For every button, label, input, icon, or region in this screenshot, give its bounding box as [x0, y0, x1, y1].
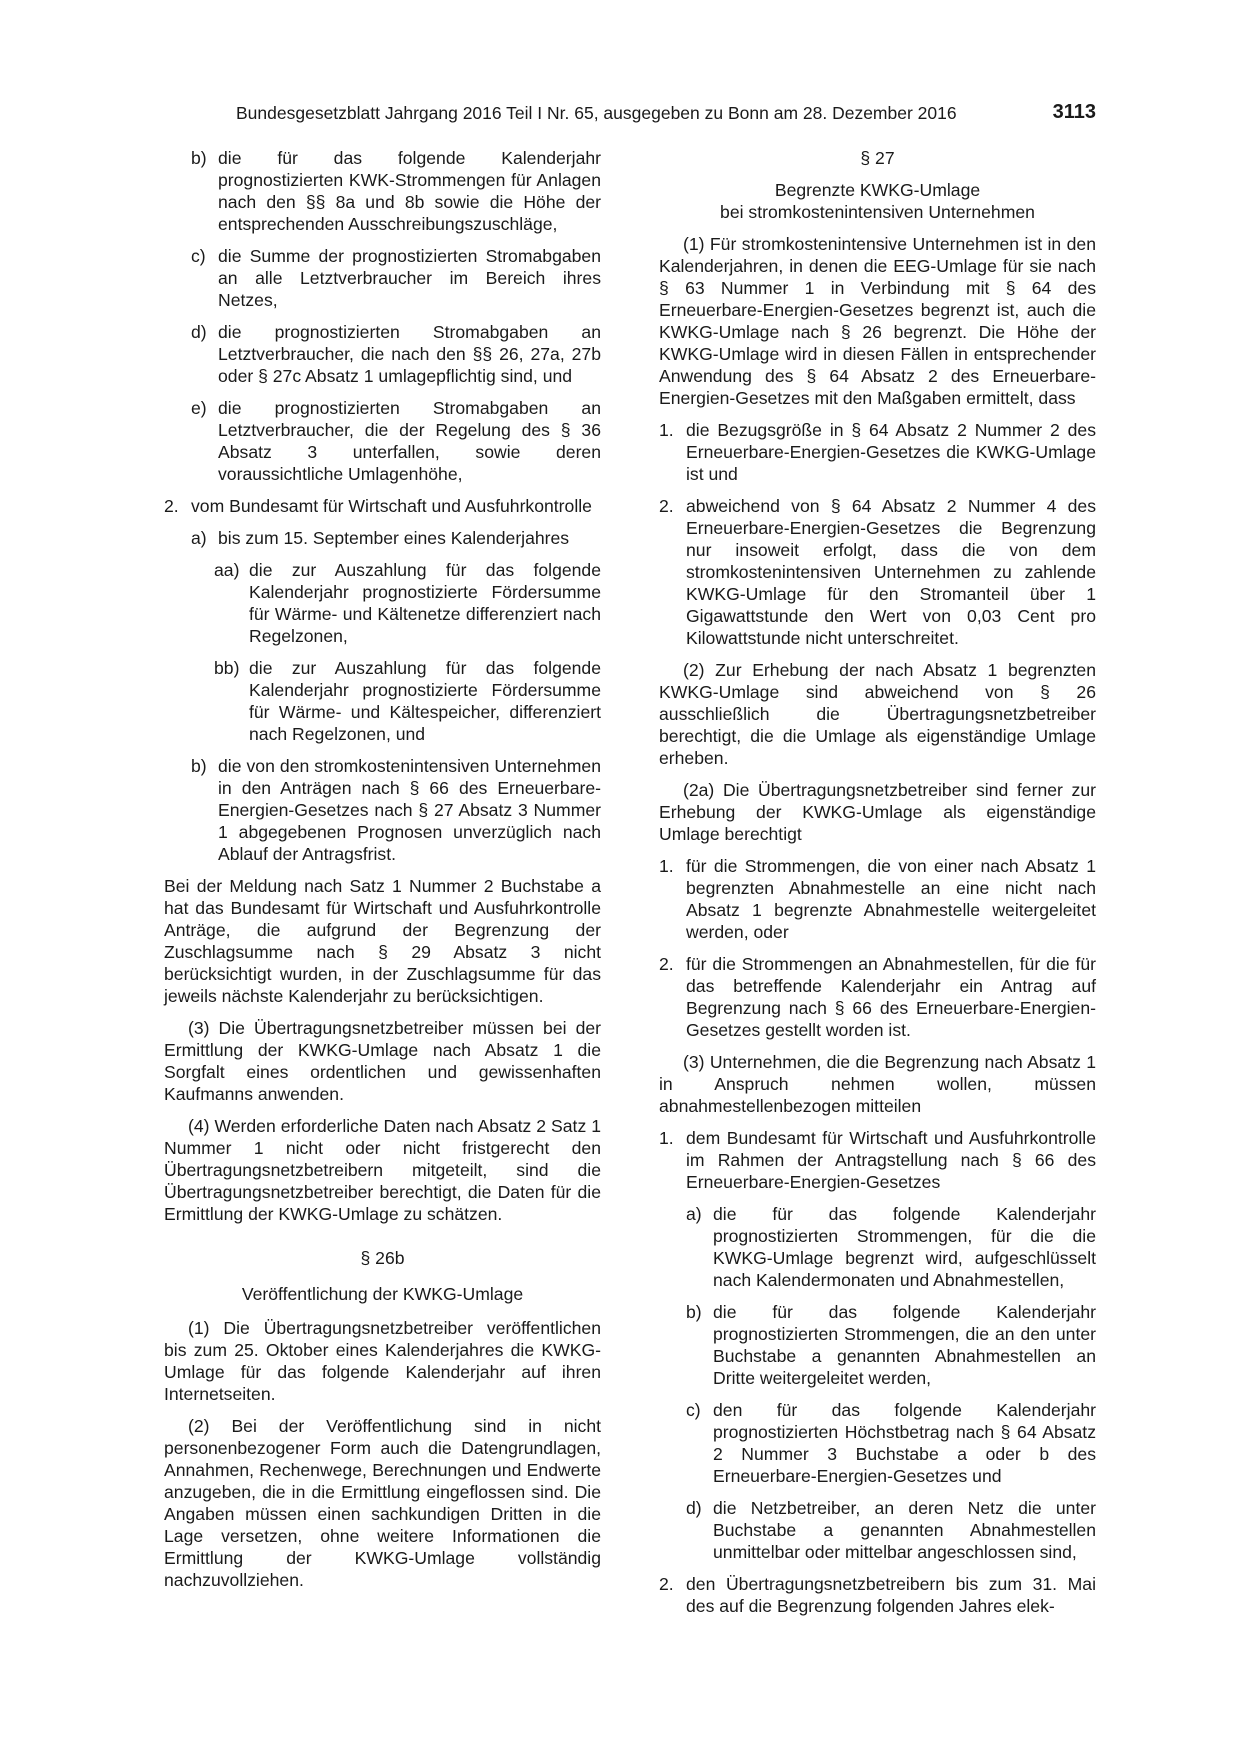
list-item	[659, 855, 1096, 943]
page-header	[236, 100, 1096, 126]
left-column	[164, 147, 601, 1601]
item-label: b)	[191, 756, 207, 776]
item-text: die Bezugsgröße in § 64 Absatz 2 Nummer 2 des Erneuerbare-Energien-Gesetzes die KWKG-Umlage ist und	[686, 420, 1096, 484]
gazette-title: Bundesgesetzblatt Jahrgang 2016 Teil I Nr. 65, ausgegeben zu Bonn am 28. Dezember 2016	[236, 103, 957, 123]
paragraph: Bei der Meldung nach Satz 1 Nummer 2 Buchstabe a hat das Bundesamt für Wirtschaft und Ausfuhrkontrolle Anträge, die aufgrund der Begrenzung der Zuschlagsumme nach § 29 Absatz 3 nicht berücksichtigt wurden, in der Zuschlagsumme für das jeweils nächste Kalenderjahr zu berücksichtigen.	[164, 876, 601, 1006]
section-title: Begrenzte KWKG-Umlage	[774, 180, 981, 200]
paragraph: (1) Für stromkostenintensive Unternehmen ist in den Kalenderjahren, in denen die EEG-Umlage für sie nach § 63 Nummer 1 in Verbindung mit § 64 des Erneuerbare-Energien-Gesetzes begrenzt ist, auch die KWKG-Umlage nach § 26 begrenzt. Die Höhe der KWKG-Umlage wird in diesen Fällen in entsprechender Anwendung des § 64 Absatz 2 des Erneuerbare-Energien-Gesetzes mit den Maßgaben ermittelt, dass	[659, 234, 1096, 408]
item-text: dem Bundesamt für Wirtschaft und Ausfuhrkontrolle im Rahmen der Antragstellung nach § 66 des Erneuerbare-Energien-Gesetzes	[686, 1128, 1096, 1192]
item-text: abweichend von § 64 Absatz 2 Nummer 4 des Erneuerbare-Energien-Gesetzes die Begrenzung nur insoweit erfolgt, dass die von dem stromkostenintensiven Unternehmen zu zahlende KWKG-Umlage für den Stromanteil über 1 Gigawattstunde den Wert von 0,03 Cent pro Kilowattstunde nicht unterschreitet.	[686, 496, 1096, 648]
list-item	[659, 953, 1096, 1041]
item-text: die für das folgende Kalenderjahr prognostizierten Strommengen, für die die KWKG-Umlage begrenzt wird, aufgeschlüsselt nach Kalendermonaten und Abnahmestellen,	[713, 1204, 1096, 1290]
list-item	[659, 1127, 1096, 1193]
list-item	[659, 1573, 1096, 1617]
list-item	[164, 495, 601, 517]
list-item	[659, 1497, 1096, 1563]
item-label: aa)	[214, 560, 240, 580]
paragraph: (3) Die Übertragungsnetzbetreiber müssen bei der Ermittlung der KWKG-Umlage nach Absatz 1 die Sorgfalt eines ordentlichen und gewissenhaften Kaufmanns anwenden.	[164, 1018, 601, 1104]
item-text: bis zum 15. September eines Kalenderjahres	[218, 528, 570, 548]
item-text: die prognostizierten Stromabgaben an Letztverbraucher, die nach den §§ 26, 27a, 27b oder § 27c Absatz 1 umlagepflichtig sind, und	[218, 322, 601, 386]
paragraph: (1) Die Übertragungsnetzbetreiber veröffentlichen bis zum 25. Oktober eines Kalenderjahres die KWKG-Umlage für das folgende Kalenderjahr auf ihren Internetseiten.	[164, 1318, 601, 1404]
list-item	[164, 397, 601, 485]
list-item	[659, 495, 1096, 649]
list-item	[659, 1203, 1096, 1291]
item-label: 2.	[659, 496, 674, 516]
item-label: 2.	[659, 954, 674, 974]
item-label: e)	[191, 398, 207, 418]
item-text: für die Strommengen, die von einer nach Absatz 1 begrenzten Abnahmestelle an eine nicht nach Absatz 1 begrenzte Abnahmestelle weitergeleitet werden, oder	[686, 856, 1096, 942]
paragraph: (2) Zur Erhebung der nach Absatz 1 begrenzten KWKG-Umlage sind abweichend von § 26 ausschließlich die Übertragungsnetzbetreiber berechtigt, die die Umlage als eigenständige Umlage erheben.	[659, 660, 1096, 768]
item-label: b)	[191, 148, 207, 168]
item-label: c)	[191, 246, 206, 266]
list-item	[164, 559, 601, 647]
section-title: Veröffentlichung der KWKG-Umlage	[241, 1284, 524, 1304]
item-text: die Summe der prognostizierten Stromabgaben an alle Letztverbraucher im Bereich ihres Netzes,	[218, 246, 601, 310]
item-label: 1.	[659, 420, 674, 440]
list-item	[164, 321, 601, 387]
item-label: 2.	[164, 496, 179, 516]
section-number: § 26b	[360, 1248, 405, 1268]
paragraph: (4) Werden erforderliche Daten nach Absatz 2 Satz 1 Nummer 1 nicht oder nicht fristgerecht den Übertragungsnetzbetreibern mitgeteilt, sind die Übertragungsnetzbetreiber berechtigt, die Daten für die Ermittlung der KWKG-Umlage zu schätzen.	[164, 1116, 601, 1224]
paragraph: (3) Unternehmen, die die Begrenzung nach Absatz 1 in Anspruch nehmen wollen, müssen abnahmestellenbezogen mitteilen	[659, 1052, 1096, 1116]
item-label: d)	[686, 1498, 702, 1518]
item-text: die für das folgende Kalenderjahr prognostizierten Strommengen, die an den unter Buchstabe a genannten Abnahmestellen an Dritte weitergeleitet werden,	[713, 1302, 1096, 1388]
paragraph: (2) Bei der Veröffentlichung sind in nicht personenbezogener Form auch die Datengrundlagen, Annahmen, Rechenwege, Berechnungen und Endwerte anzugeben, die in die Ermittlung eingeflossen sind. Die Angaben müssen einen sachkundigen Dritten in die Lage versetzen, ohne weitere Informationen die Ermittlung der KWKG-Umlage vollständig nachzuvollziehen.	[164, 1416, 601, 1590]
paragraph: (2a) Die Übertragungsnetzbetreiber sind ferner zur Erhebung der KWKG-Umlage als eigenständige Umlage berechtigt	[659, 780, 1096, 844]
item-text: den Übertragungsnetzbetreibern bis zum 31. Mai des auf die Begrenzung folgenden Jahres elek-	[686, 1574, 1096, 1616]
list-item	[164, 527, 601, 549]
right-column	[659, 147, 1096, 1627]
item-text: die von den stromkostenintensiven Unternehmen in den Anträgen nach § 66 des Erneuerbare-Energien-Gesetzes nach § 27 Absatz 3 Nummer 1 abgegebenen Prognosen unverzüglich nach Ablauf der Antragsfrist.	[218, 756, 601, 864]
list-item	[164, 657, 601, 745]
item-text: die Netzbetreiber, an deren Netz die unter Buchstabe a genannten Abnahmestellen unmittelbar oder mittelbar angeschlossen sind,	[713, 1498, 1096, 1562]
item-label: c)	[686, 1400, 701, 1420]
item-label: 1.	[659, 856, 674, 876]
list-item	[659, 1301, 1096, 1389]
item-label: bb)	[214, 658, 240, 678]
list-item	[659, 419, 1096, 485]
item-label: a)	[191, 528, 207, 548]
list-item	[164, 245, 601, 311]
item-text: die für das folgende Kalenderjahr prognostizierten KWK-Strommengen für Anlagen nach den §§ 8a und 8b sowie die Höhe der entsprechenden Ausschreibungszuschläge,	[218, 148, 601, 234]
item-text: den für das folgende Kalenderjahr prognostizierten Höchstbetrag nach § 64 Absatz 2 Nummer 3 Buchstabe a oder b des Erneuerbare-Energien-Gesetzes und	[713, 1400, 1096, 1486]
item-text: die zur Auszahlung für das folgende Kalenderjahr prognostizierte Fördersumme für Wärme- und Kältenetze differenziert nach Regelzonen,	[249, 560, 601, 646]
item-label: a)	[686, 1204, 702, 1224]
section-number: § 27	[860, 148, 895, 168]
section-title: bei stromkostenintensiven Unternehmen	[720, 202, 1035, 222]
item-label: b)	[686, 1302, 702, 1322]
item-text: für die Strommengen an Abnahmestellen, für die für das betreffende Kalenderjahr ein Antrag auf Begrenzung nach § 66 des Erneuerbare-Energien-Gesetzes gestellt worden ist.	[686, 954, 1096, 1040]
list-item	[164, 755, 601, 865]
list-item	[164, 147, 601, 235]
list-item	[659, 1399, 1096, 1487]
item-label: d)	[191, 322, 207, 342]
item-text: die prognostizierten Stromabgaben an Letztverbraucher, die der Regelung des § 36 Absatz 3 unterfallen, sowie deren voraussichtliche Umlagenhöhe,	[218, 398, 601, 484]
page-number: 3113	[1052, 101, 1096, 123]
item-label: 1.	[659, 1128, 674, 1148]
item-text: vom Bundesamt für Wirtschaft und Ausfuhrkontrolle	[191, 496, 592, 516]
item-label: 2.	[659, 1574, 674, 1594]
item-text: die zur Auszahlung für das folgende Kalenderjahr prognostizierte Fördersumme für Wärme- und Kältespeicher, differenziert nach Regelzonen, und	[249, 658, 601, 744]
